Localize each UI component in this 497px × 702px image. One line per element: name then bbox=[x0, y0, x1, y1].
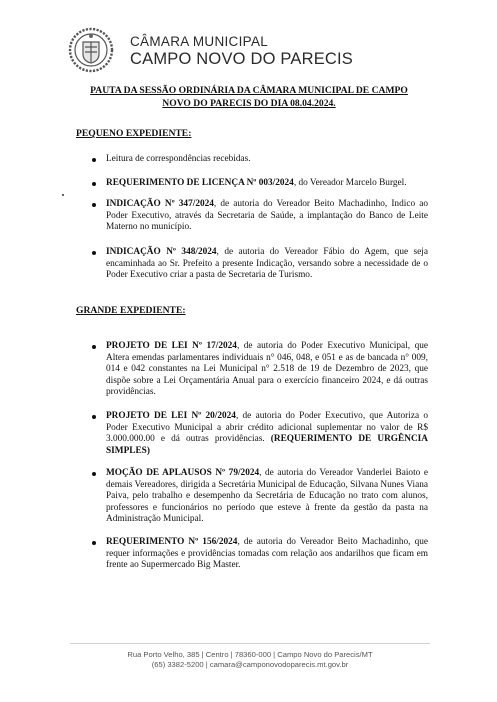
footer bbox=[70, 650, 430, 670]
agenda-item bbox=[106, 178, 428, 190]
agenda-item bbox=[106, 537, 428, 572]
item-bold: PROJETO DE LEI Nº 20/2024 bbox=[106, 411, 236, 421]
item-bold: MOÇÃO DE APLAUSOS Nº 79/2024 bbox=[106, 468, 260, 478]
section-heading-pequeno-expediente: PEQUENO EXPEDIENTE: bbox=[76, 128, 192, 139]
item-text: Leitura de correspondências recebidas. bbox=[106, 154, 251, 164]
footer-divider bbox=[70, 643, 430, 644]
agenda-item bbox=[106, 341, 428, 399]
bullet-icon bbox=[92, 203, 96, 207]
item-bold: REQUERIMENTO Nº 156/2024 bbox=[106, 537, 238, 547]
item-bold: INDICAÇÃO Nº 348/2024 bbox=[106, 247, 217, 257]
org-name-line1: CÂMARA MUNICIPAL bbox=[130, 34, 269, 49]
footer-address: Rua Porto Velho, 385 | Centro | 78360-000 | Campo Novo do Parecis/MT bbox=[127, 650, 373, 659]
bullet-icon bbox=[92, 158, 96, 162]
bullet-icon bbox=[92, 541, 96, 545]
item-text: , de autoria do Poder Executivo Municipal, que Altera emendas parlamentares individuais n° 046, 048, e 051 e as de bancada n° 009, 014 e 042 constantes na Lei Municipal n° 2.518 de 19 de Dezembro de 2023, que dispõe sobre a Lei Orçamentária Anual para o exercício financeiro 2024, e dá outras providências. bbox=[106, 341, 428, 398]
item-text: , do Vereador Marcelo Burgel. bbox=[293, 178, 407, 188]
section-heading-grande-expediente: GRANDE EXPEDIENTE: bbox=[76, 305, 186, 316]
bullet-icon bbox=[92, 182, 96, 186]
agenda-item bbox=[106, 411, 428, 457]
agenda-item bbox=[106, 154, 428, 166]
agenda-item bbox=[106, 199, 428, 234]
item-bold-tail: (REQUERIMENTO DE URGÊNCIA SIMPLES) bbox=[106, 434, 428, 456]
item-text: , de autoria do Poder Executivo, que Autoriza o Poder Executivo Municipal a abrir crédito adicional suplementar no valor de R$ 3.000.000.00 e dá outras providências. bbox=[106, 411, 428, 445]
item-text: , de autoria do Vereador Beito Machadinho, Indico ao Poder Executivo, através da Secretaria de Saúde, a implantação do Banco de Leite Materno no município. bbox=[106, 199, 428, 233]
footer-contact: (65) 3382-5200 | camara@camponovodoparecis.mt.gov.br bbox=[151, 660, 349, 669]
item-bold: REQUERIMENTO DE LICENÇA Nº 003/2024 bbox=[106, 178, 294, 188]
item-text: , de autoria do Vereador Beito Machadinho, que requer informações e providências tomadas com relação aos andarilhos que ficam em frente ao Supermercado Big Master. bbox=[106, 537, 428, 571]
bullet-icon bbox=[92, 345, 96, 349]
letterhead bbox=[68, 27, 428, 75]
agenda-item bbox=[106, 247, 428, 282]
bullet-icon bbox=[92, 251, 96, 255]
item-bold: INDICAÇÃO Nº 347/2024 bbox=[106, 199, 214, 209]
item-text: , de autoria do Vereador Vanderlei Baioto e demais Vereadores, dirigida a Secretária Municipal de Educação, Silvana Nunes Viana Paiva, pelo trabalho e desempenho da Secretária de Educação no trato com alunos, professores e funcionários no período que esteve à frente da gestão da pasta na Administração Municipal. bbox=[106, 468, 428, 525]
item-bold: PROJETO DE LEI Nº 17/2024 bbox=[106, 341, 237, 351]
item-text: , de autoria do Vereador Fábio do Agem, que seja encaminhada ao Sr. Prefeito a presente Indicação, versando sobre a necessidade de o Poder Executivo criar a pasta de Secretaria de Turismo. bbox=[106, 247, 428, 281]
bullet-icon bbox=[92, 472, 96, 476]
agenda-item bbox=[106, 468, 428, 526]
municipal-crest-icon bbox=[68, 27, 114, 73]
document-title: PAUTA DA SESSÃO ORDINÁRIA DA CÂMARA MUNICIPAL DE CAMPO NOVO DO PARECIS DO DIA 08.04.2024. bbox=[90, 85, 408, 109]
bullet-icon bbox=[92, 415, 96, 419]
stray-mark bbox=[62, 194, 64, 196]
org-name-line2: CAMPO NOVO DO PARECIS bbox=[130, 50, 354, 68]
